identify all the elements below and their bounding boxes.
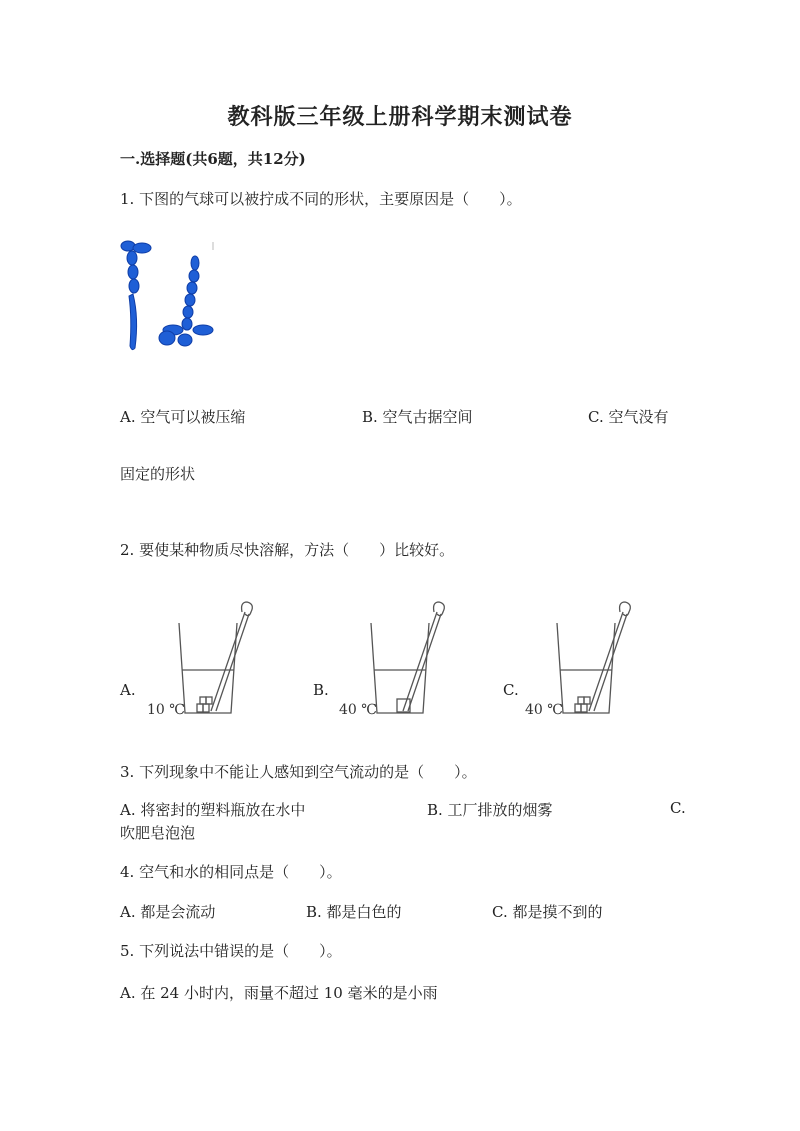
q1-option-c: C. 空气没有 — [588, 408, 669, 426]
beaker-outline — [557, 623, 615, 713]
q4-option-c: C. 都是摸不到的 — [492, 903, 603, 921]
sugar-cube — [203, 704, 209, 712]
balloon-figure — [115, 238, 225, 358]
rod-handle — [242, 602, 253, 616]
q3-option-a: A. 将密封的塑料瓶放在水中 — [120, 801, 306, 819]
balloon-segment — [128, 265, 138, 279]
balloon-segment — [129, 294, 137, 350]
stirring-rod — [403, 612, 437, 711]
page-title: 教科版三年级上册科学期末测试卷 — [227, 104, 573, 130]
q1-option-c-continued: 固定的形状 — [120, 465, 196, 483]
balloon-segment — [178, 334, 192, 346]
section-heading: 一.选择题(共6题，共12分) — [120, 150, 306, 168]
sugar-cube — [578, 697, 584, 704]
q4-option-b: B. 都是白色的 — [306, 903, 402, 921]
q5-option-a: A. 在 24 小时内，雨量不超过 10 毫米的是小雨 — [120, 984, 438, 1002]
balloon-segment — [127, 251, 137, 265]
q3-option-c-continued: 吹肥皂泡泡 — [120, 824, 196, 842]
q3-option-c: C. — [670, 799, 686, 817]
q2-option-b: B. — [313, 681, 329, 699]
beaker-c-temperature: 40 ℃ — [525, 702, 563, 718]
balloon-segment — [193, 325, 213, 335]
q2-option-c: C. — [503, 681, 519, 699]
q1-option-b: B. 空气古据空间 — [362, 408, 473, 426]
rod-handle — [434, 602, 445, 616]
balloon-segment — [185, 294, 195, 306]
balloon-segment — [129, 279, 139, 293]
beaker-b-figure — [337, 598, 462, 720]
question-2-stem: 2. 要使某种物质尽快溶解，方法（ ）比较好。 — [120, 541, 455, 559]
sugar-cube — [206, 697, 212, 704]
q4-option-a: A. 都是会流动 — [120, 903, 216, 921]
balloon-segment — [182, 318, 192, 330]
sugar-cube — [581, 704, 587, 712]
question-1-stem: 1. 下图的气球可以被拧成不同的形状，主要原因是（ ）。 — [120, 190, 522, 208]
sugar-cube — [584, 697, 590, 704]
beaker-a-temperature: 10 ℃ — [147, 702, 185, 718]
stirring-rod — [589, 612, 623, 711]
stirring-rod — [211, 612, 245, 711]
beaker-b-temperature: 40 ℃ — [339, 702, 377, 718]
balloon-segment — [187, 282, 197, 294]
balloon-segment — [183, 306, 193, 318]
balloon-segment — [133, 243, 151, 253]
beaker-c-figure — [523, 598, 648, 720]
beaker-a-figure — [145, 598, 270, 720]
q3-option-b: B. 工厂排放的烟雾 — [427, 801, 553, 819]
q1-option-a: A. 空气可以被压缩 — [120, 408, 246, 426]
sugar-cube — [200, 697, 206, 704]
sugar-cube — [575, 704, 581, 712]
balloon-segment — [191, 256, 199, 270]
beaker-outline — [179, 623, 237, 713]
balloon-segment — [189, 270, 199, 282]
rod-handle — [620, 602, 631, 616]
balloon-segment — [159, 331, 175, 345]
question-5-stem: 5. 下列说法中错误的是（ ）。 — [120, 942, 342, 960]
question-4-stem: 4. 空气和水的相同点是（ ）。 — [120, 863, 342, 881]
question-3-stem: 3. 下列现象中不能让人感知到空气流动的是（ ）。 — [120, 763, 477, 781]
q2-option-a: A. — [120, 681, 136, 699]
sugar-cube — [197, 704, 203, 712]
